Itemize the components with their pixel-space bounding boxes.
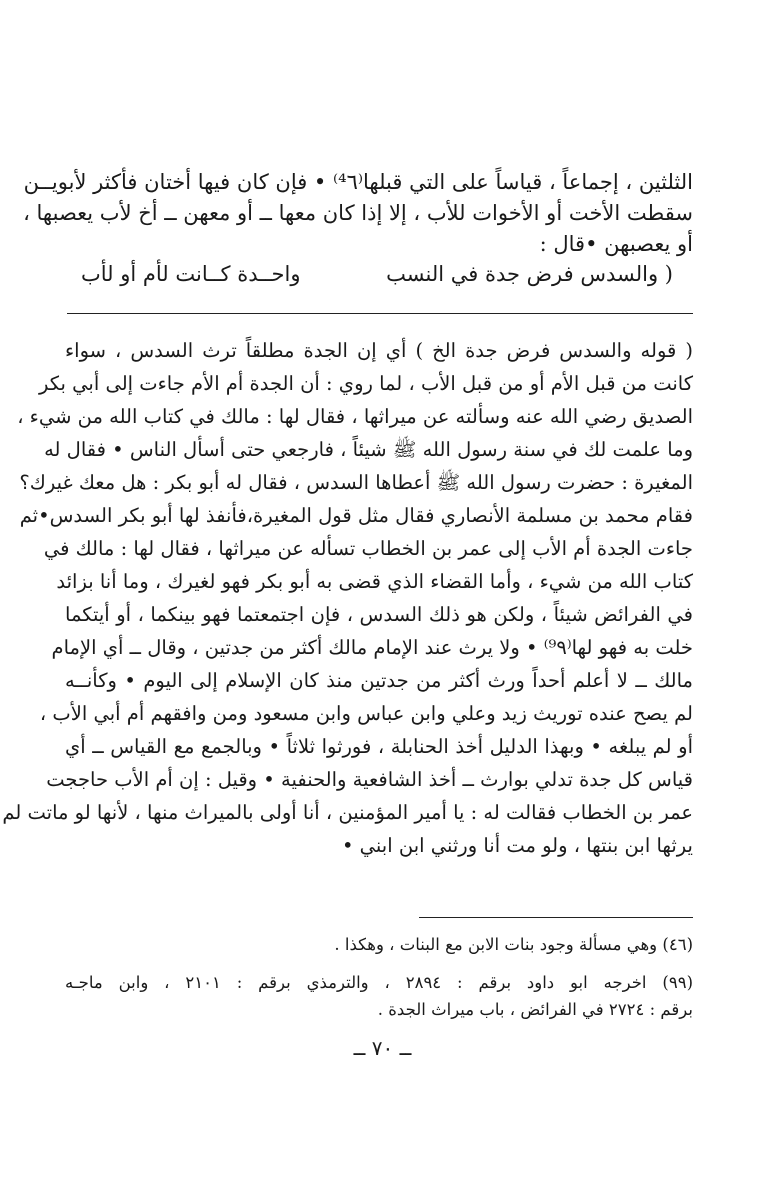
commentary-line: خلت به فهو لها⁽⁹٩⁾ • ولا يرث عند الإمام مالك أكثر من جدتين ، وقال ــ أي الإمام xyxy=(51,636,693,659)
commentary-line: ( قوله والسدس فرض جدة الخ ) أي إن الجدة مطلقاً ترث السدس ، سواء xyxy=(65,339,693,362)
commentary-line: المغيرة : حضرت رسول الله ﷺ أعطاها السدس ، فقال له أبو بكر : هل معك غيرك؟ xyxy=(19,471,693,494)
commentary-line: أو لم يبلغه • وبهذا الدليل أخذ الحنابلة ، فورثوا ثلاثاً • وبالجمع مع القياس ــ أي xyxy=(65,735,693,758)
commentary-line: يرثها ابن بنتها ، ولو مت أنا ورثني ابن ابني • xyxy=(341,834,693,857)
main-line: سقطت الأخت أو الأخوات للأب ، إلا إذا كان معها ــ أو معهن ــ أخ لأب يعصبها ، xyxy=(23,201,693,225)
main-line: الثلثين ، إجماعاً ، قياساً على التي قبلها⁽⁴٦⁾ • فإن كان فيها أختان فأكثر لأبويــن xyxy=(23,170,693,194)
footnote-line: برقم : ٢٧٢٤ في الفرائض ، باب ميراث الجدة . xyxy=(377,1000,693,1019)
commentary-line: وما علمت لك في سنة رسول الله ﷺ شيئاً ، فارجعي حتى أسأل الناس • فقال له xyxy=(44,438,693,461)
commentary-line: كانت من قبل الأم أو من قبل الأب ، لما روي : أن الجدة أم الأم جاءت إلى أبي بكر xyxy=(39,372,693,395)
commentary-line: عمر بن الخطاب فقالت له : يا أمير المؤمنين ، أنا أولى بالميراث منها ، لأنها لو ماتت لم xyxy=(2,801,693,824)
commentary-line: الصديق رضي الله عنه وسألته عن ميراثها ، فقال لها : مالك في كتاب الله من شيء ، xyxy=(17,405,693,428)
commentary-line: لم يصح عنده توريث زيد وعلي وابن عباس وابن مسعود ومن وافقهم أم أبي الأب ، xyxy=(39,702,693,725)
verse-line xyxy=(81,262,673,287)
main-line: أو يعصبهن •قال : xyxy=(539,232,693,256)
commentary-line: مالك ــ لا أعلم أحداً ورث أكثر من جدتين منذ كان الإسلام إلى اليوم • وكأنــه xyxy=(65,669,693,692)
main-separator-rule xyxy=(67,313,693,314)
commentary-line: في الفرائض شيئاً ، ولكن هو ذلك السدس ، فإن اجتمعتما فهو بينكما ، أو أيتكما xyxy=(65,603,693,626)
footnote-line: (٤٦) وهي مسألة وجود بنات الابن مع البنات ، وهكذا . xyxy=(334,935,693,954)
commentary-line: قياس كل جدة تدلي بوارث ــ أخذ الشافعية والحنفية • وقيل : إن أم الأب حاججت xyxy=(46,768,693,791)
commentary-line: جاءت الجدة أم الأب إلى عمر بن الخطاب تسأله عن ميراثها ، فقال لها : مالك في xyxy=(43,537,693,560)
commentary-line: كتاب الله من شيء ، وأما القضاء الذي قضى به أبو بكر فهو لغيرك ، وما أنا بزائد xyxy=(56,570,693,593)
page-number: ــ ٧٠ ــ xyxy=(353,1036,412,1060)
verse-second-hemistich: واحــدة كــانت لأم أو لأب xyxy=(81,262,301,286)
commentary-line: فقام محمد بن مسلمة الأنصاري فقال مثل قول المغيرة،فأنفذ لها أبو بكر السدس•ثم xyxy=(19,504,693,527)
footnote-line: (٩٩) اخرجه ابو داود برقم : ٢٨٩٤ ، والترمذي برقم : ٢١٠١ ، وابن ماجـه xyxy=(65,973,693,992)
footnote-separator-rule xyxy=(419,917,693,918)
verse-first-hemistich: ( والسدس فرض جدة في النسب xyxy=(386,262,673,286)
